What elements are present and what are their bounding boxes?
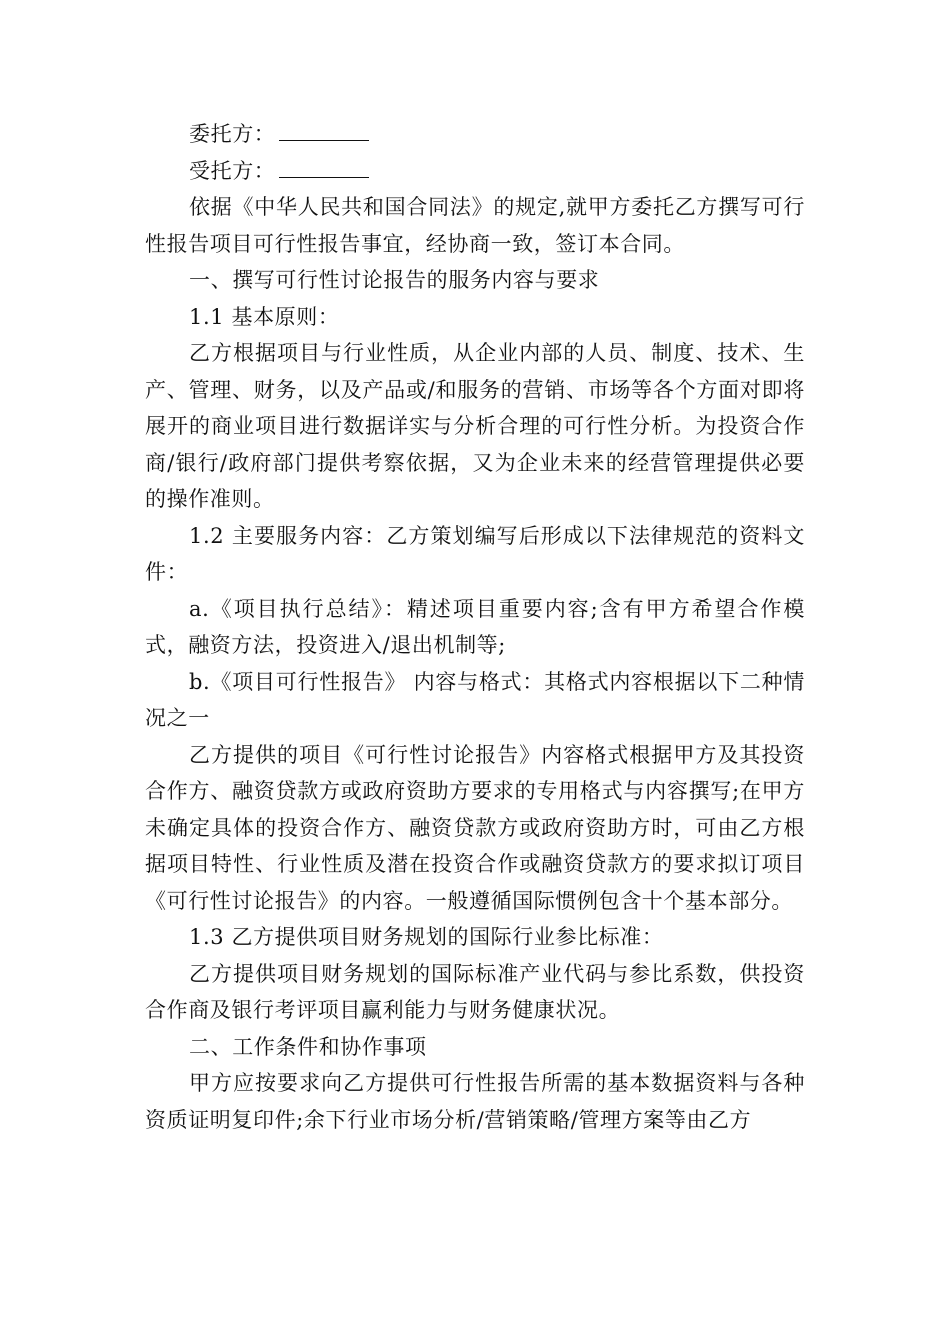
- subsection-1-2-body: 乙方提供的项目《可行性讨论报告》内容格式根据甲方及其投资合作方、融资贷款方或政府资助方要求的专用格式与内容撰写;在甲方未确定具体的投资合作方、融资贷款方或政府资助方时，可由乙方根据项目特性、行业性质及潜在投资合作或融资贷款方的要求拟订项目《可行性讨论报告》的内容。一般遵循国际惯例包含十个基本部分。: [145, 742, 805, 913]
- client-line: [145, 116, 805, 153]
- subsection-1-1-body: 乙方根据项目与行业性质，从企业内部的人员、制度、技术、生产、管理、财务，以及产品或/和服务的营销、市场等各个方面对即将展开的商业项目进行数据详实与分析合理的可行性分析。为投资合作商/银行/政府部门提供考察依据，又为企业未来的经营管理提供必要的操作准则。: [145, 341, 805, 511]
- document-body: [145, 116, 805, 1138]
- subsection-1-2-heading: 1.2 主要服务内容：乙方策划编写后形成以下法律规范的资料文件：: [145, 523, 805, 584]
- contractor-blank: [279, 159, 369, 178]
- section-1-heading: 一、撰写可行性讨论报告的服务内容与要求: [189, 268, 600, 292]
- contractor-label: 受托方：: [189, 158, 276, 183]
- item-a: a.《项目执行总结》：精述项目重要内容;含有甲方希望合作模式，融资方法，投资进入/退出机制等;: [145, 596, 805, 657]
- section-2-heading: 二、工作条件和协作事项: [189, 1034, 427, 1059]
- client-label: 委托方：: [189, 122, 276, 146]
- subsection-1-3-heading: 1.3 乙方提供项目财务规划的国际行业参比标准：: [189, 925, 664, 949]
- intro-paragraph: 依据《中华人民共和国合同法》的规定,就甲方委托乙方撰写可行性报告项目可行性报告事宜，经协商一致，签订本合同。: [145, 195, 805, 256]
- item-b: b.《项目可行性报告》 内容与格式：其格式内容根据以下二种情况之一: [145, 669, 805, 730]
- subsection-1-3-body: 乙方提供项目财务规划的国际标准产业代码与参比系数，供投资合作商及银行考评项目赢利能力与财务健康状况。: [145, 961, 805, 1022]
- client-blank: [279, 122, 369, 141]
- contractor-line: [145, 153, 805, 190]
- section-2-body: 甲方应按要求向乙方提供可行性报告所需的基本数据资料与各种资质证明复印件;余下行业市场分析/营销策略/管理方案等由乙方: [145, 1071, 805, 1132]
- subsection-1-1-heading: 1.1 基本原则：: [189, 304, 340, 329]
